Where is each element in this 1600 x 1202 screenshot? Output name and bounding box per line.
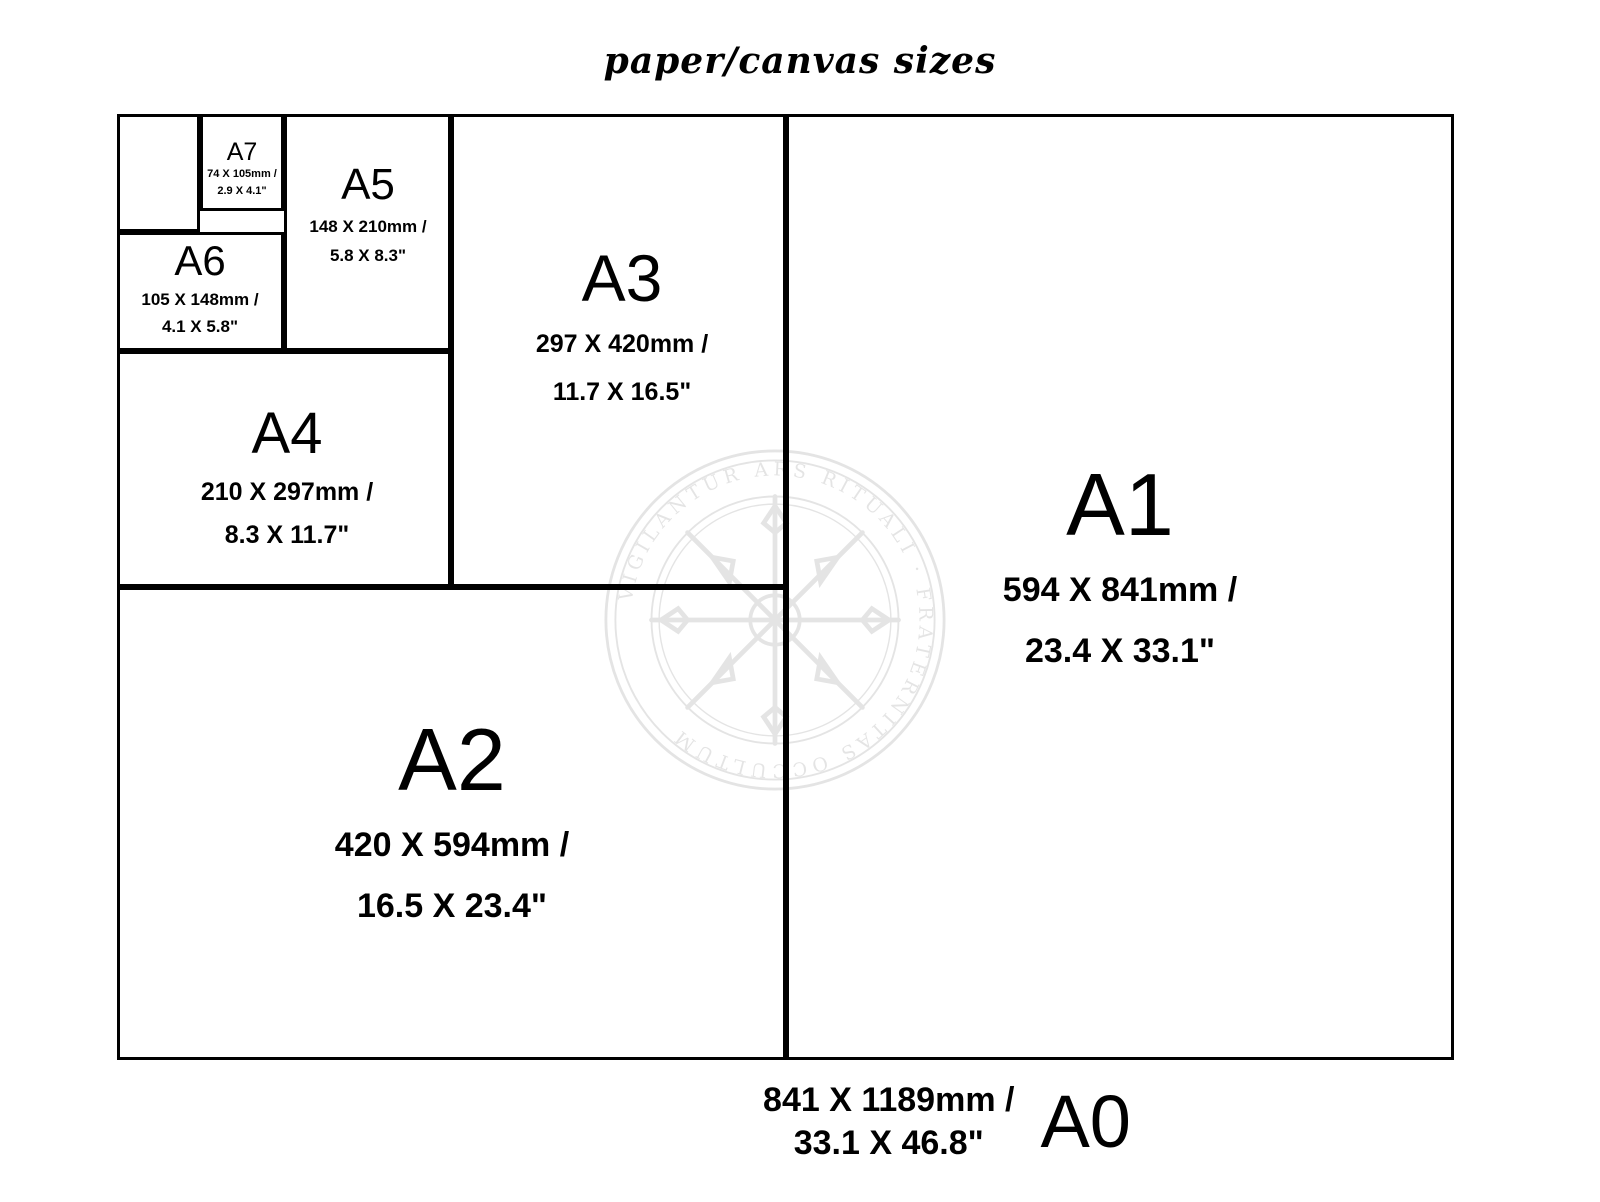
label-a6-name: A6 [174, 237, 226, 284]
label-a4 [137, 401, 437, 551]
label-a3-inch: 11.7 X 16.5" [552, 377, 692, 406]
size-box-a8 [117, 114, 200, 232]
label-a5 [289, 162, 447, 267]
label-a2 [237, 710, 667, 927]
label-a7-inch: 2.9 X 4.1" [217, 185, 267, 197]
label-a7-mm: 74 X 105mm / [207, 168, 277, 181]
label-a3-name: A3 [581, 241, 663, 315]
label-a2-name: A2 [398, 710, 506, 809]
label-a4-name: A4 [251, 401, 323, 466]
label-a4-inch: 8.3 X 11.7" [224, 521, 350, 550]
label-a3-mm: 297 X 420mm / [535, 330, 709, 359]
label-a6 [120, 239, 280, 338]
label-a1-inch: 23.4 X 33.1" [1024, 631, 1216, 670]
label-a2-mm: 420 X 594mm / [334, 826, 570, 865]
svg-text:VIGILANTUR ARS RITUALI · FRATE: VIGILANTUR ARS RITUALI · FRATERNITAS OCCULTUM [614, 458, 937, 782]
label-a2-inch: 16.5 X 23.4" [356, 886, 548, 925]
label-a6-mm: 105 X 148mm / [141, 290, 259, 310]
label-a5-mm: 148 X 210mm / [309, 217, 427, 237]
label-a1-name: A1 [1066, 455, 1174, 554]
label-a6-inch: 4.1 X 5.8" [161, 317, 239, 337]
label-a0-name: A0 [1040, 1079, 1131, 1163]
label-a4-mm: 210 X 297mm / [200, 477, 374, 506]
paper-size-diagram [117, 114, 1454, 1163]
label-a7 [202, 139, 282, 199]
label-a5-name: A5 [341, 160, 395, 209]
label-a1 [887, 455, 1353, 672]
label-a0-inch: 33.1 X 46.8" [793, 1123, 984, 1162]
label-a0-mm: 841 X 1189mm / [763, 1081, 1015, 1119]
label-a7-name: A7 [226, 138, 258, 166]
label-a1-mm: 594 X 841mm / [1002, 571, 1238, 610]
label-a3 [477, 241, 767, 408]
label-a0 [547, 1079, 1347, 1164]
label-a5-inch: 5.8 X 8.3" [329, 246, 407, 266]
page-title: paper/canvas sizes [603, 40, 997, 82]
